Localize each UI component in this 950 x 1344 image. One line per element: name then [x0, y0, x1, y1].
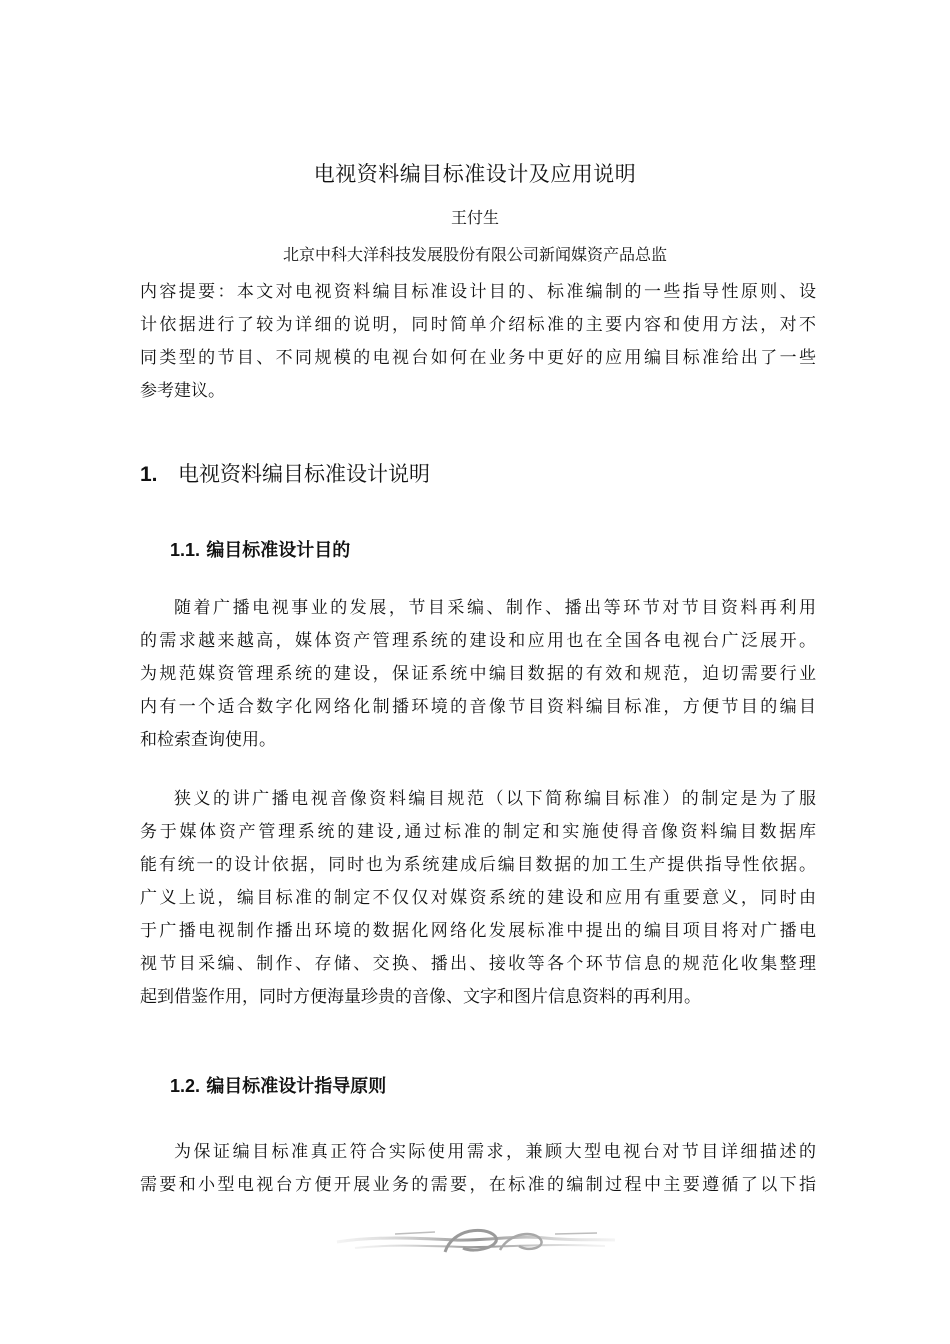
section-title: 编目标准设计指导原则: [206, 1076, 387, 1097]
document-affiliation: 北京中科大洋科技发展股份有限公司新闻媒资产品总监: [282, 245, 667, 264]
section-title: 电视资料编目标准设计说明: [178, 462, 430, 486]
paragraph-line: 的需求越来越高，媒体资产管理系统的建设和应用也在全国各电视台广泛展开。: [140, 631, 816, 651]
document-title: 电视资料编目标准设计及应用说明: [313, 162, 637, 186]
section-heading-1: [140, 458, 430, 488]
paragraph-3: [140, 1136, 816, 1202]
paragraph-line: 视节目采编、制作、存储、交换、播出、接收等各个环节信息的规范化收集整理: [140, 954, 816, 974]
section-number: 1.: [140, 463, 158, 486]
paragraph-line: 起到借鉴作用，同时方便海量珍贵的音像、文字和图片信息资料的再利用。: [140, 987, 701, 1007]
abstract-line: 同类型的节目、不同规模的电视台如何在业务中更好的应用编目标准给出了一些: [140, 348, 816, 368]
paragraph-line: 于广播电视制作播出环境的数据化网络化发展标准中提出的编目项目将对广播电: [140, 921, 816, 941]
paragraph-line: 内有一个适合数字化网络化制播环境的音像节目资料编目标准，方便节目的编目: [140, 697, 816, 717]
paragraph-line: 需要和小型电视台方便开展业务的需要，在标准的编制过程中主要遵循了以下指: [140, 1175, 816, 1195]
paragraph-line: 广义上说，编目标准的制定不仅仅对媒资系统的建设和应用有重要意义，同时由: [140, 888, 816, 908]
paragraph-2: [140, 783, 816, 1014]
paragraph-line: 能有统一的设计依据，同时也为系统建成后编目数据的加工生产提供指导性依据。: [140, 855, 816, 875]
section-heading-1-2: [170, 1072, 386, 1098]
section-number: 1.2.: [170, 1076, 201, 1096]
document-author: 王付生: [450, 208, 499, 227]
paragraph-line: 狭义的讲广播电视音像资料编目规范（以下简称编目标准）的制定是为了服: [174, 789, 816, 809]
paragraph-line: 务于媒体资产管理系统的建设,通过标准的制定和实施使得音像资料编目数据库: [140, 822, 816, 842]
paragraph-line: 和检索查询使用。: [140, 730, 276, 750]
section-heading-1-1: [170, 536, 350, 562]
abstract-line: 参考建议。: [140, 381, 225, 401]
section-number: 1.1.: [170, 540, 201, 560]
paragraph-line: 随着广播电视事业的发展，节目采编、制作、播出等环节对节目资料再利用: [174, 598, 816, 618]
abstract-line: 内容提要：本文对电视资料编目标准设计目的、标准编制的一些指导性原则、设: [140, 282, 816, 302]
abstract: [140, 276, 816, 408]
paragraph-line: 为规范媒资管理系统的建设，保证系统中编目数据的有效和规范，迫切需要行业: [140, 664, 816, 684]
footer-logo-icon: [335, 1222, 617, 1260]
paragraph-1: [140, 592, 816, 757]
abstract-line: 计依据进行了较为详细的说明，同时简单介绍标准的主要内容和使用方法，对不: [140, 315, 816, 335]
section-title: 编目标准设计目的: [206, 540, 351, 561]
paragraph-line: 为保证编目标准真正符合实际使用需求，兼顾大型电视台对节目详细描述的: [174, 1142, 816, 1162]
